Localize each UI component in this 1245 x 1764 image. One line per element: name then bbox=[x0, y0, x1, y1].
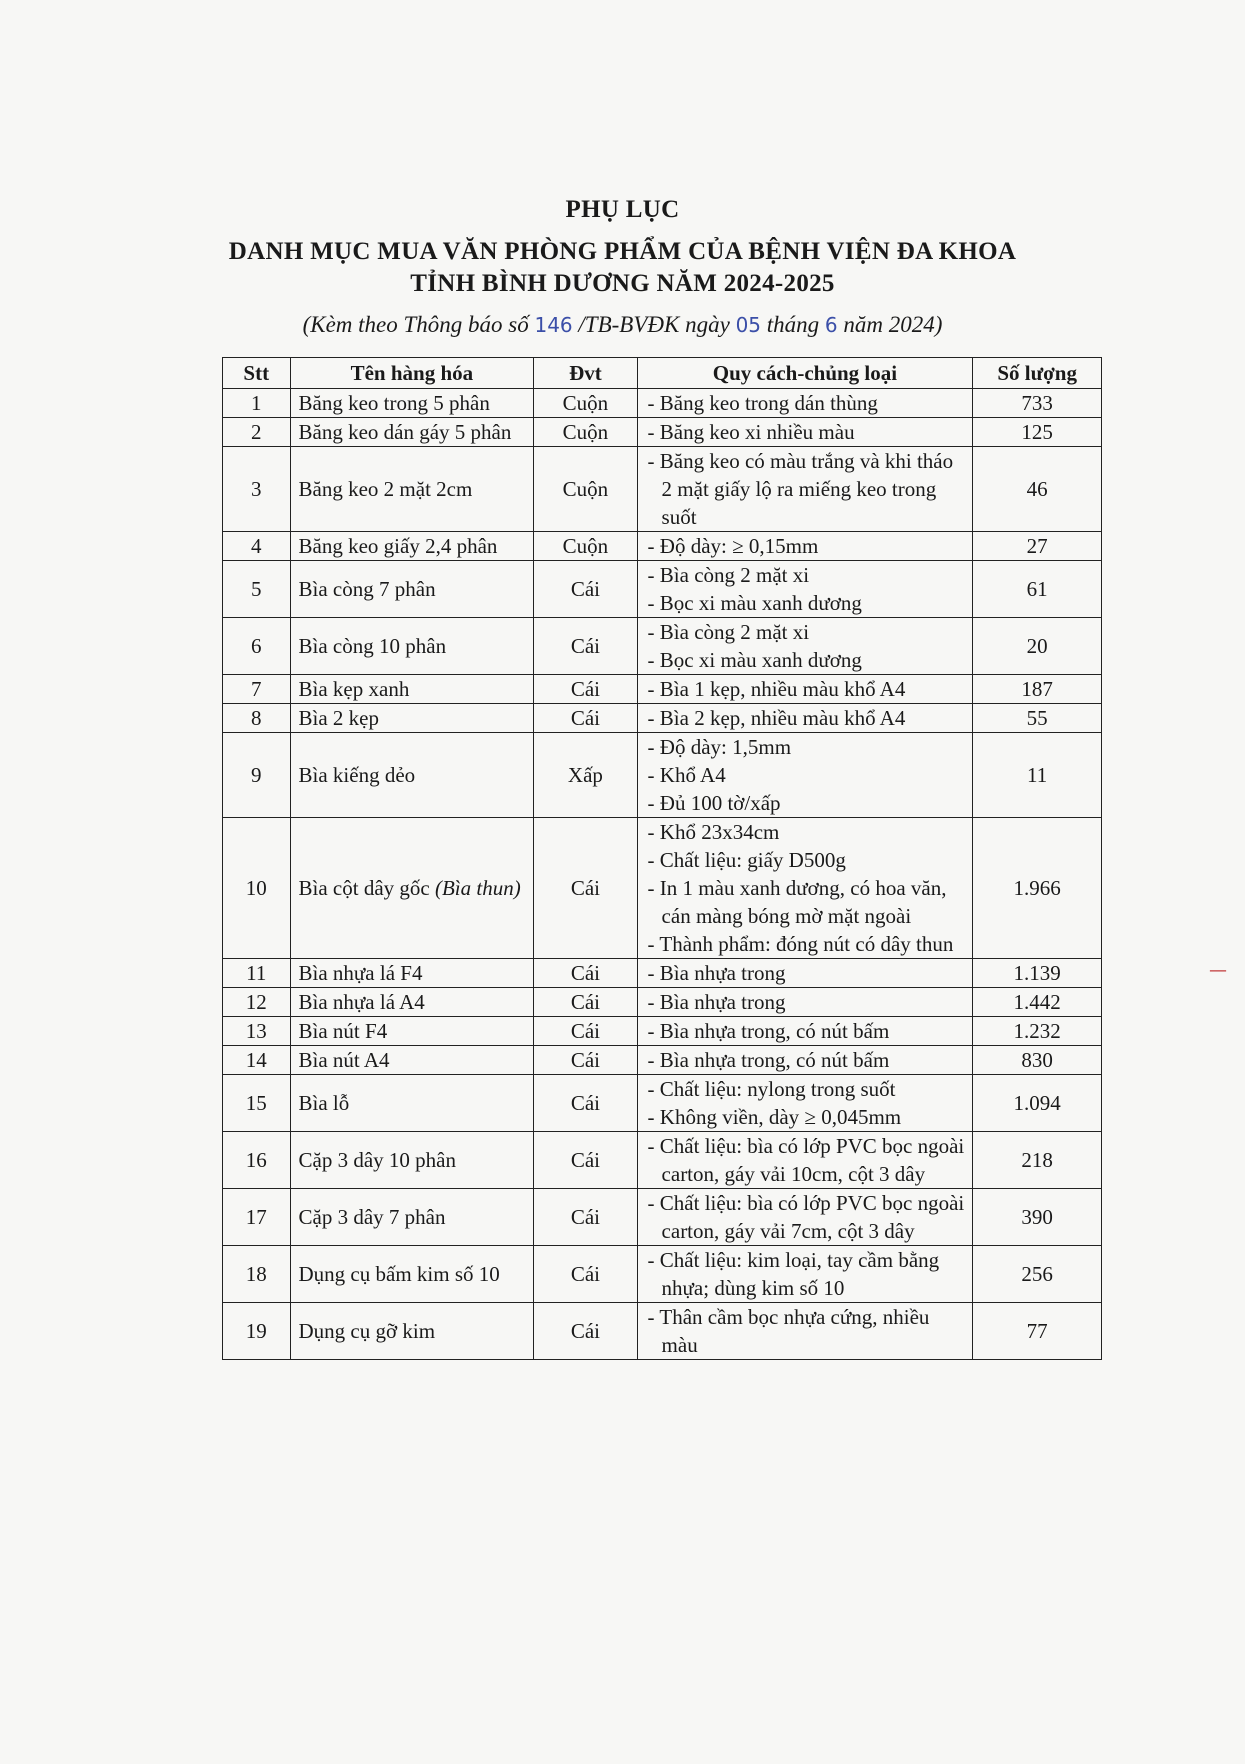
spec-line: - Chất liệu: giấy D500g bbox=[647, 848, 846, 872]
cell-spec bbox=[637, 1303, 973, 1360]
spec-line: - Chất liệu: kim loại, tay cầm bằng nhựa; dùng kim số 10 bbox=[647, 1248, 940, 1300]
cell-qty: 218 bbox=[973, 1132, 1102, 1189]
item-name: Băng keo trong 5 phân bbox=[298, 391, 490, 415]
item-name: Băng keo 2 mặt 2cm bbox=[298, 477, 473, 501]
table-row bbox=[223, 733, 1102, 818]
table-row bbox=[223, 959, 1102, 988]
handwritten-month: 6 bbox=[824, 313, 838, 337]
cell-qty: 27 bbox=[973, 532, 1102, 561]
item-name: Bìa còng 7 phân bbox=[298, 577, 436, 601]
cell-qty: 1.442 bbox=[973, 988, 1102, 1017]
cell-spec bbox=[637, 561, 973, 618]
cell-spec bbox=[637, 675, 973, 704]
spec-line: - Thân cầm bọc nhựa cứng, nhiều màu bbox=[647, 1305, 930, 1357]
cell-qty: 20 bbox=[973, 618, 1102, 675]
cell-name bbox=[290, 1303, 534, 1360]
spec-line: - Bìa nhựa trong, có nút bấm bbox=[647, 1048, 890, 1072]
subtitle-mid1: /TB-BVĐK ngày bbox=[572, 312, 736, 337]
spec-line: - Bìa còng 2 mặt xi bbox=[647, 563, 810, 587]
cell-spec bbox=[637, 618, 973, 675]
cell-stt: 6 bbox=[223, 618, 291, 675]
cell-name bbox=[290, 733, 534, 818]
cell-qty: 125 bbox=[973, 418, 1102, 447]
cell-spec bbox=[637, 447, 973, 532]
item-name: Bìa nhựa lá F4 bbox=[298, 961, 423, 985]
cell-stt: 14 bbox=[223, 1046, 291, 1075]
spec-line: - Khổ 23x34cm bbox=[647, 820, 780, 844]
spec-line: - Bìa nhựa trong bbox=[647, 990, 786, 1014]
cell-name bbox=[290, 959, 534, 988]
cell-name bbox=[290, 704, 534, 733]
item-name: Băng keo dán gáy 5 phân bbox=[298, 420, 512, 444]
cell-stt: 3 bbox=[223, 447, 291, 532]
document-title-line2: TỈNH BÌNH DƯƠNG NĂM 2024-2025 bbox=[410, 270, 835, 297]
cell-stt: 10 bbox=[223, 818, 291, 959]
table-row bbox=[223, 1132, 1102, 1189]
table-row bbox=[223, 1246, 1102, 1303]
table-row bbox=[223, 561, 1102, 618]
cell-spec bbox=[637, 733, 973, 818]
spec-line: - Bìa 2 kẹp, nhiều màu khổ A4 bbox=[647, 706, 906, 730]
cell-qty: 46 bbox=[973, 447, 1102, 532]
cell-unit: Cuộn bbox=[534, 389, 637, 418]
cell-stt: 7 bbox=[223, 675, 291, 704]
cell-qty: 61 bbox=[973, 561, 1102, 618]
item-name: Bìa kẹp xanh bbox=[298, 677, 410, 701]
cell-unit: Xấp bbox=[534, 733, 637, 818]
handwritten-day: 05 bbox=[735, 313, 762, 337]
cell-name bbox=[290, 618, 534, 675]
cell-spec bbox=[637, 1189, 973, 1246]
spec-line: - Bìa còng 2 mặt xi bbox=[647, 620, 810, 644]
cell-name bbox=[290, 1046, 534, 1075]
spec-line: - Băng keo xi nhiều màu bbox=[647, 420, 855, 444]
item-name: Băng keo giấy 2,4 phân bbox=[298, 534, 498, 558]
cell-spec bbox=[637, 959, 973, 988]
table-row bbox=[223, 389, 1102, 418]
cell-qty: 11 bbox=[973, 733, 1102, 818]
cell-spec bbox=[637, 988, 973, 1017]
cell-unit: Cái bbox=[534, 618, 637, 675]
cell-unit: Cái bbox=[534, 1017, 637, 1046]
cell-stt: 2 bbox=[223, 418, 291, 447]
cell-qty: 77 bbox=[973, 1303, 1102, 1360]
document-title-line1: DANH MỤC MUA VĂN PHÒNG PHẨM CỦA BỆNH VIỆN ĐA KHOA bbox=[228, 238, 1017, 265]
spec-line: - Bọc xi màu xanh dương bbox=[647, 591, 862, 615]
cell-unit: Cái bbox=[534, 1046, 637, 1075]
cell-name bbox=[290, 1189, 534, 1246]
cell-name bbox=[290, 1132, 534, 1189]
cell-name bbox=[290, 675, 534, 704]
item-name: Bìa cột dây gốc bbox=[298, 876, 435, 900]
document-heading: PHỤ LỤC bbox=[565, 196, 680, 223]
cell-qty: 1.094 bbox=[973, 1075, 1102, 1132]
cell-stt: 8 bbox=[223, 704, 291, 733]
cell-unit: Cuộn bbox=[534, 447, 637, 532]
header-stt: Stt bbox=[223, 358, 291, 389]
cell-unit: Cái bbox=[534, 1303, 637, 1360]
handwritten-number: 146 bbox=[534, 313, 573, 337]
cell-unit: Cái bbox=[534, 1246, 637, 1303]
subtitle-mid2: tháng bbox=[761, 312, 825, 337]
cell-spec bbox=[637, 1132, 973, 1189]
table-row bbox=[223, 675, 1102, 704]
table-row bbox=[223, 618, 1102, 675]
cell-unit: Cái bbox=[534, 988, 637, 1017]
spec-line: - Băng keo trong dán thùng bbox=[647, 391, 878, 415]
spec-line: - Thành phẩm: đóng nút có dây thun bbox=[647, 932, 954, 956]
cell-spec bbox=[637, 818, 973, 959]
cell-spec bbox=[637, 1017, 973, 1046]
cell-spec bbox=[637, 1246, 973, 1303]
item-name: Bìa 2 kẹp bbox=[298, 706, 379, 730]
cell-unit: Cuộn bbox=[534, 532, 637, 561]
item-name: Bìa nút A4 bbox=[298, 1048, 390, 1072]
cell-name bbox=[290, 1246, 534, 1303]
table-row bbox=[223, 418, 1102, 447]
cell-qty: 256 bbox=[973, 1246, 1102, 1303]
cell-unit: Cái bbox=[534, 1132, 637, 1189]
cell-stt: 19 bbox=[223, 1303, 291, 1360]
spec-line: - Bọc xi màu xanh dương bbox=[647, 648, 862, 672]
cell-name bbox=[290, 561, 534, 618]
spec-line: - Độ dày: 1,5mm bbox=[647, 735, 792, 759]
table-row bbox=[223, 1189, 1102, 1246]
cell-name bbox=[290, 447, 534, 532]
cell-name bbox=[290, 389, 534, 418]
cell-qty: 830 bbox=[973, 1046, 1102, 1075]
cell-unit: Cái bbox=[534, 818, 637, 959]
spec-line: - Đủ 100 tờ/xấp bbox=[647, 791, 781, 815]
table-row bbox=[223, 704, 1102, 733]
cell-unit: Cái bbox=[534, 561, 637, 618]
item-name: Bìa kiếng dẻo bbox=[298, 763, 416, 787]
item-name: Cặp 3 dây 7 phân bbox=[298, 1205, 446, 1229]
table-row bbox=[223, 532, 1102, 561]
cell-qty: 1.966 bbox=[973, 818, 1102, 959]
cell-qty: 1.139 bbox=[973, 959, 1102, 988]
spec-line: - Bìa nhựa trong, có nút bấm bbox=[647, 1019, 890, 1043]
cell-name bbox=[290, 418, 534, 447]
spec-line: - Chất liệu: bìa có lớp PVC bọc ngoài carton, gáy vải 10cm, cột 3 dây bbox=[647, 1134, 965, 1186]
cell-stt: 17 bbox=[223, 1189, 291, 1246]
cell-stt: 12 bbox=[223, 988, 291, 1017]
cell-spec bbox=[637, 418, 973, 447]
cell-spec bbox=[637, 1046, 973, 1075]
header-spec: Quy cách-chủng loại bbox=[637, 358, 973, 389]
cell-name bbox=[290, 1075, 534, 1132]
subtitle-prefix: (Kèm theo Thông báo số bbox=[302, 312, 535, 337]
table-row bbox=[223, 1017, 1102, 1046]
spec-line: - Chất liệu: nylong trong suốt bbox=[647, 1077, 896, 1101]
cell-name bbox=[290, 818, 534, 959]
table-row bbox=[223, 1046, 1102, 1075]
table-row bbox=[223, 447, 1102, 532]
cell-qty: 187 bbox=[973, 675, 1102, 704]
cell-stt: 1 bbox=[223, 389, 291, 418]
item-name: Bìa còng 10 phân bbox=[298, 634, 447, 658]
spec-line: - In 1 màu xanh dương, có hoa văn, cán màng bóng mờ mặt ngoài bbox=[647, 876, 947, 928]
cell-stt: 13 bbox=[223, 1017, 291, 1046]
cell-stt: 16 bbox=[223, 1132, 291, 1189]
cell-stt: 5 bbox=[223, 561, 291, 618]
cell-stt: 11 bbox=[223, 959, 291, 988]
subtitle-suffix: năm 2024) bbox=[837, 312, 943, 337]
table-header-row bbox=[223, 358, 1102, 389]
item-name: Cặp 3 dây 10 phân bbox=[298, 1148, 456, 1172]
cell-unit: Cái bbox=[534, 959, 637, 988]
cell-unit: Cuộn bbox=[534, 418, 637, 447]
cell-unit: Cái bbox=[534, 675, 637, 704]
stationery-table bbox=[222, 357, 1102, 1360]
header-qty: Số lượng bbox=[973, 358, 1102, 389]
cell-spec bbox=[637, 389, 973, 418]
cell-stt: 15 bbox=[223, 1075, 291, 1132]
cell-spec bbox=[637, 532, 973, 561]
item-name: Bìa lỗ bbox=[298, 1091, 350, 1115]
cell-unit: Cái bbox=[534, 1189, 637, 1246]
cell-unit: Cái bbox=[534, 1075, 637, 1132]
cell-stt: 4 bbox=[223, 532, 291, 561]
item-name: Dụng cụ bấm kim số 10 bbox=[298, 1262, 500, 1286]
cell-spec bbox=[637, 704, 973, 733]
table-row bbox=[223, 988, 1102, 1017]
cell-name bbox=[290, 532, 534, 561]
cell-unit: Cái bbox=[534, 704, 637, 733]
spec-line: - Bìa nhựa trong bbox=[647, 961, 786, 985]
table-body bbox=[223, 389, 1102, 1360]
spec-line: - Không viền, dày ≥ 0,045mm bbox=[647, 1105, 902, 1129]
cell-name bbox=[290, 1017, 534, 1046]
table-row bbox=[223, 818, 1102, 959]
margin-stamp-mark: — bbox=[1209, 960, 1227, 981]
item-name: Bìa nút F4 bbox=[298, 1019, 388, 1043]
spec-line: - Độ dày: ≥ 0,15mm bbox=[647, 534, 819, 558]
cell-qty: 390 bbox=[973, 1189, 1102, 1246]
spec-line: - Băng keo có màu trắng và khi tháo 2 mặt giấy lộ ra miếng keo trong suốt bbox=[647, 449, 954, 529]
table-row bbox=[223, 1303, 1102, 1360]
item-name: Bìa nhựa lá A4 bbox=[298, 990, 425, 1014]
cell-qty: 1.232 bbox=[973, 1017, 1102, 1046]
spec-line: - Khổ A4 bbox=[647, 763, 726, 787]
cell-qty: 733 bbox=[973, 389, 1102, 418]
item-name: Dụng cụ gỡ kim bbox=[298, 1319, 436, 1343]
spec-line: - Chất liệu: bìa có lớp PVC bọc ngoài carton, gáy vải 7cm, cột 3 dây bbox=[647, 1191, 965, 1243]
cell-name bbox=[290, 988, 534, 1017]
item-name-italic: (Bìa thun) bbox=[434, 876, 521, 900]
header-unit: Đvt bbox=[534, 358, 637, 389]
header-name: Tên hàng hóa bbox=[290, 358, 534, 389]
document-subtitle bbox=[0, 312, 1245, 338]
table-row bbox=[223, 1075, 1102, 1132]
cell-stt: 18 bbox=[223, 1246, 291, 1303]
spec-line: - Bìa 1 kẹp, nhiều màu khổ A4 bbox=[647, 677, 906, 701]
cell-stt: 9 bbox=[223, 733, 291, 818]
cell-spec bbox=[637, 1075, 973, 1132]
cell-qty: 55 bbox=[973, 704, 1102, 733]
